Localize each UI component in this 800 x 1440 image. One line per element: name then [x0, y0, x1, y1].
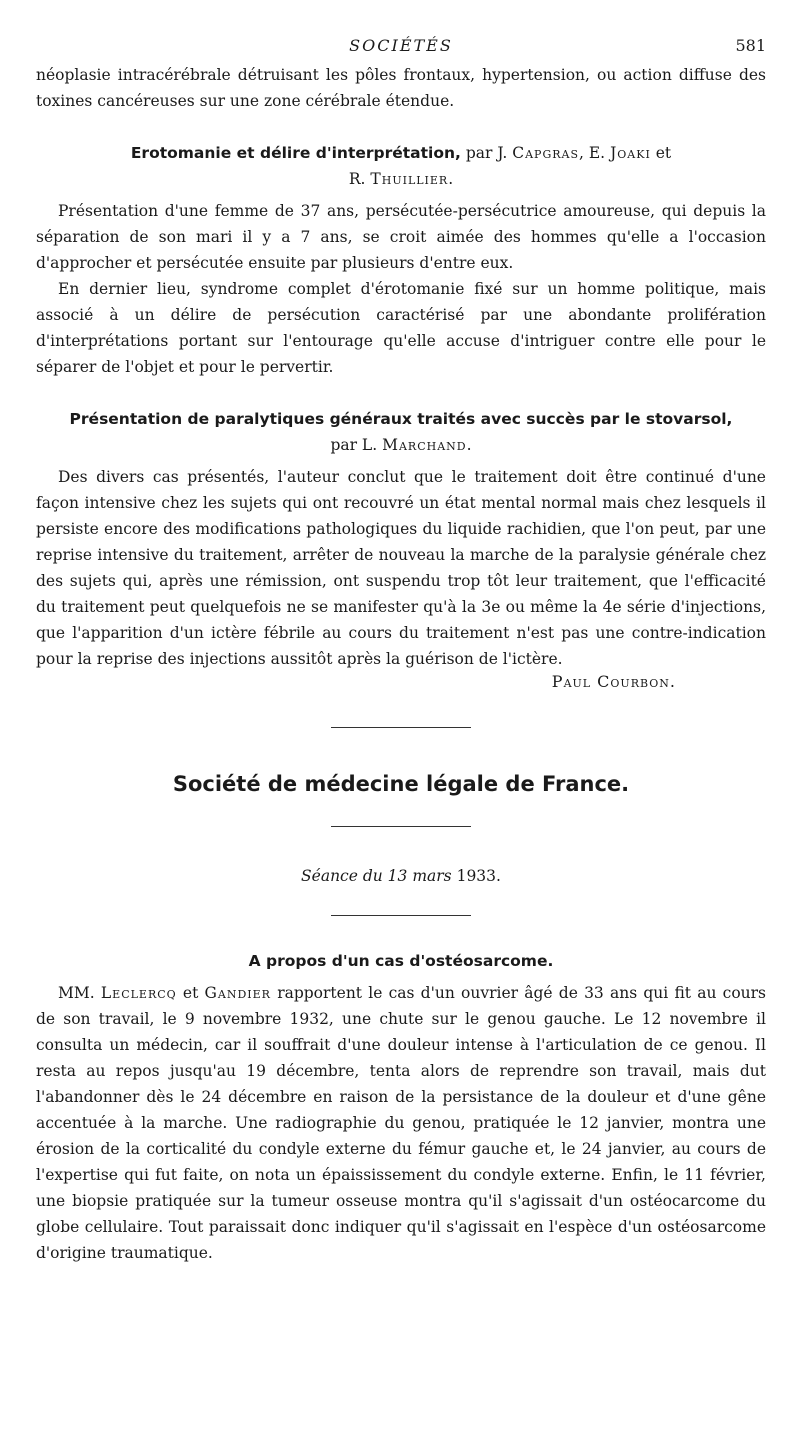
section1-author3-initial: R.: [348, 170, 366, 188]
intro-paragraph: néoplasie intracérébrale détruisant les pôles frontaux, hypertension, ou action diffuse des toxines cancéreuses sur une zone cérébrale étendue.: [36, 66, 766, 110]
section1-para1: Présentation d'une femme de 37 ans, persécutée-persécutrice amoureuse, qui depuis la séparation de son mari il y a 7 ans, se croit aimée des hommes qu'elle a l'occasion d'approcher et persécutée ensuite par plusieurs d'entre eux.: [36, 202, 766, 272]
section3-para-prefix: MM.: [58, 984, 95, 1002]
section1-para2: En dernier lieu, syndrome complet d'érotomanie fixé sur un homme politique, mais associé à un délire de persécution caractérisé par une abondante prolifération d'interprétations portant sur l'entourage qu'elle accuse d'intriguer contre elle pour le séparer de l'objet et pour le pervertir.: [36, 280, 766, 376]
section3-para: [36, 980, 766, 1266]
section2-author: Marchand: [382, 436, 467, 454]
section1-heading: [36, 140, 766, 192]
signature: Paul Courbon.: [551, 672, 676, 691]
section3-heading: [36, 948, 766, 974]
running-head: [36, 36, 766, 60]
section2-title: Présentation de paralytiques généraux traités avec succès par le stovarsol,: [69, 410, 733, 428]
section1-end: .: [448, 170, 454, 188]
section1-author3: Thuillier: [370, 170, 449, 188]
session-label: Séance du 13 mars: [301, 867, 452, 885]
section3-title: A propos d'un cas d'ostéosarcome.: [248, 952, 554, 970]
page: [36, 36, 766, 1266]
section2-para: Des divers cas présentés, l'auteur conclut que le traitement doit être continué d'une façon intensive chez les sujets qui ont recouvré un état mental normal mais chez lesquels il persiste encore des modifications pathologiques du liquide rachidien, que l'on peut, par une reprise intensive du traitement, arrêter de nouveau la marche de la paralysie générale chez des sujets qui, après une rémission, ont suspendu trop tôt leur traitement, que l'efficacité du traitement peut quelquefois ne se manifester qu'à la 3e ou même la 4e série d'injections, que l'apparition d'un ictère fébrile au cours du traitement n'est pas une contre-indication pour la reprise des injections aussitôt après la guérison de l'ictère.: [36, 468, 766, 668]
section1-sep2: et: [655, 144, 672, 162]
section1-sep1: , E.: [579, 144, 606, 162]
session-date: [36, 867, 766, 885]
page-number: 581: [735, 36, 766, 55]
section1-title: Erotomanie et délire d'interprétation,: [130, 144, 461, 162]
section3-and: et: [182, 984, 199, 1002]
signature-line: [36, 672, 766, 691]
section3-author2: Gandier: [204, 984, 271, 1002]
section2-end: .: [466, 436, 472, 454]
section3-author1: Leclercq: [100, 984, 177, 1002]
section1-authors-prefix: par J.: [465, 144, 508, 162]
section2-authors-prefix: par L.: [330, 436, 378, 454]
session-year: 1933.: [456, 867, 501, 885]
section2-heading: [36, 406, 766, 458]
running-head-title: SOCIÉTÉS: [349, 36, 453, 55]
society-title: Société de médecine légale de France.: [172, 772, 630, 796]
section1-author2: Joaki: [610, 144, 651, 162]
section3-body: rapportent le cas d'un ouvrier âgé de 33 ans qui fit au cours de son travail, le 9 novembre 1932, une chute sur le genou gauche. Le 12 novembre il consulta un médecin, car il souffrait d'une douleur intense à l'articulation de ce genou. Il resta au repos jusqu'au 19 décembre, tenta alors de reprendre son travail, mais dut l'abandonner dès le 24 décembre en raison de la persistance de la douleur et d'une gêne accentuée à la marche. Une radiographie du genou, pratiquée le 12 janvier, montra une érosion de la corticalité du condyle externe du fémur gauche et, le 24 janvier, au cours de l'expertise qui fut faite, on nota un épaississement du condyle externe. Enfin, le 11 février, une biopsie pratiquée sur la tumeur osseuse montra qu'il s'agissait d'un ostéocarcome du globe cellulaire. Tout paraissait donc indiquer qu'il s'agissait en l'espèce d'un ostéosarcome d'origine traumatique.: [36, 984, 767, 1262]
section1-author1: Capgras: [512, 144, 580, 162]
